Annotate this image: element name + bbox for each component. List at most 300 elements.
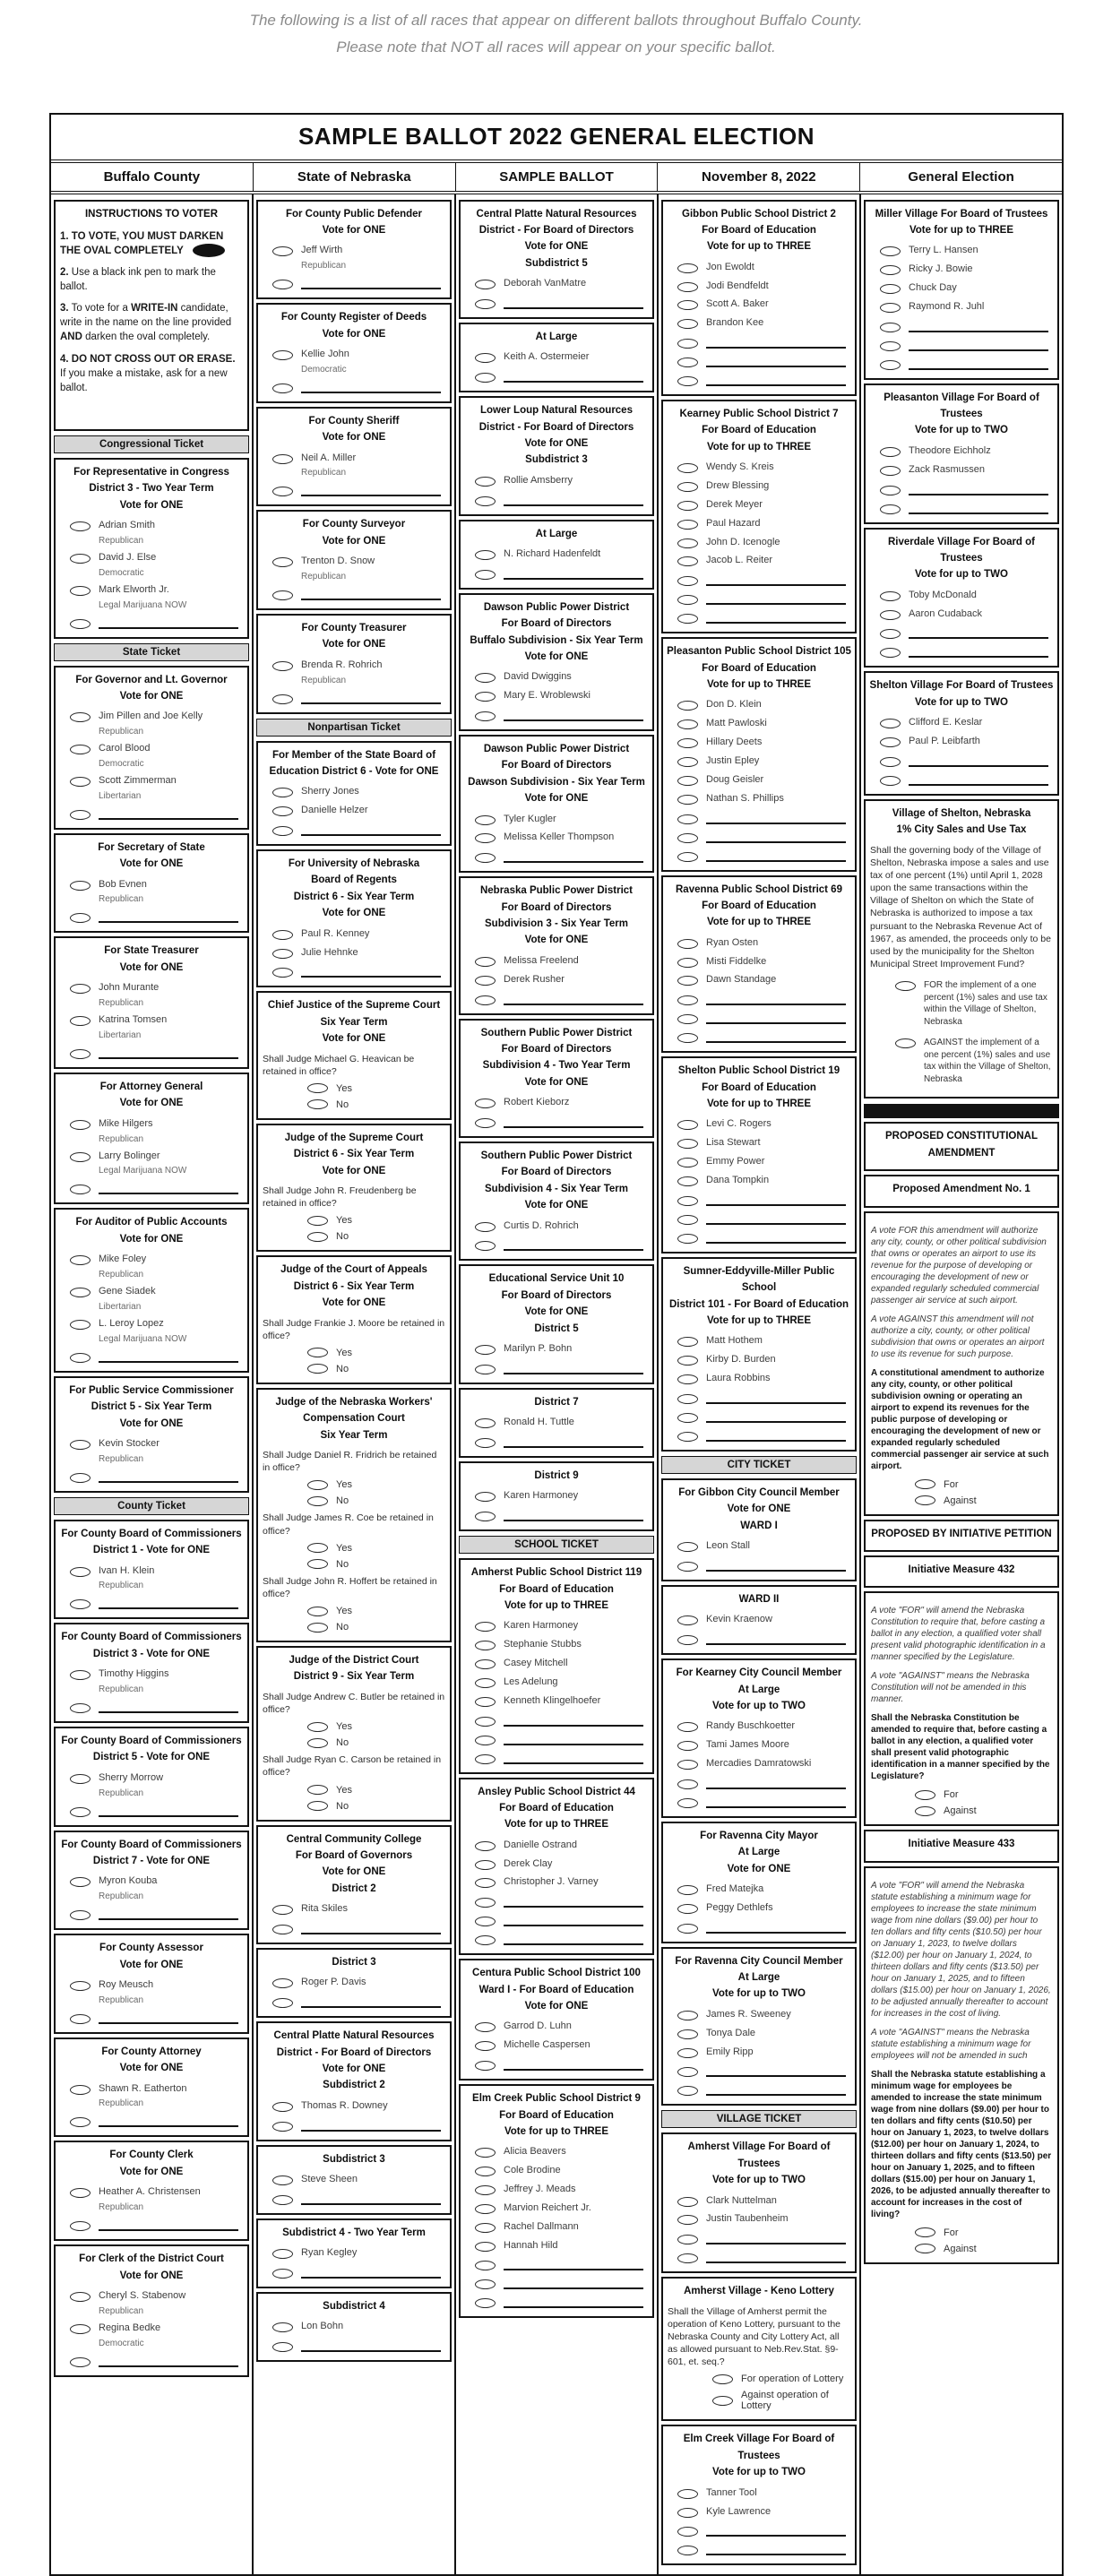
ballot-oval[interactable] (677, 2086, 698, 2096)
ballot-oval[interactable] (677, 1924, 698, 1934)
ballot-oval[interactable] (677, 1158, 698, 1167)
write-in-line[interactable] (706, 830, 846, 843)
ballot-oval[interactable] (475, 1659, 496, 1669)
ballot-oval[interactable] (475, 815, 496, 825)
write-in-line[interactable] (504, 1508, 643, 1521)
ballot-oval[interactable] (677, 501, 698, 511)
write-in-line[interactable] (99, 1907, 238, 1920)
write-in-line[interactable] (301, 2339, 441, 2352)
write-in-line[interactable] (301, 2118, 441, 2132)
ballot-oval[interactable] (880, 648, 901, 658)
ballot-oval[interactable] (880, 360, 901, 370)
ballot-oval[interactable] (880, 303, 901, 313)
ballot-oval[interactable] (70, 586, 91, 596)
write-in-line[interactable] (706, 1211, 846, 1225)
write-in-line[interactable] (504, 708, 643, 721)
ballot-oval[interactable] (272, 590, 293, 600)
write-in-line[interactable] (99, 2354, 238, 2367)
ballot-oval[interactable] (272, 2122, 293, 2132)
ballot-oval[interactable] (272, 280, 293, 289)
ballot-oval[interactable] (70, 1440, 91, 1450)
ballot-oval[interactable] (677, 2215, 698, 2225)
ballot-oval[interactable] (677, 1615, 698, 1625)
ballot-oval[interactable] (677, 2011, 698, 2020)
write-in-line[interactable] (99, 1700, 238, 1713)
write-in-line[interactable] (504, 2276, 643, 2289)
ballot-oval[interactable] (677, 1176, 698, 1186)
write-in-line[interactable] (99, 2218, 238, 2231)
ballot-oval[interactable] (475, 1898, 496, 1908)
ballot-oval[interactable] (475, 2279, 496, 2289)
ballot-oval[interactable] (677, 795, 698, 805)
ballot-oval[interactable] (307, 1607, 328, 1616)
write-in-line[interactable] (706, 1920, 846, 1934)
ballot-oval[interactable] (880, 610, 901, 620)
ballot-oval[interactable] (475, 353, 496, 363)
ballot-oval[interactable] (677, 1120, 698, 1130)
ballot-oval[interactable] (70, 2085, 91, 2095)
ballot-oval[interactable] (307, 1480, 328, 1490)
write-in-line[interactable] (706, 354, 846, 367)
ballot-oval[interactable] (70, 521, 91, 531)
ballot-oval[interactable] (272, 2175, 293, 2185)
ballot-oval[interactable] (475, 496, 496, 506)
ballot-oval[interactable] (272, 806, 293, 816)
write-in-line[interactable] (99, 806, 238, 820)
ballot-oval[interactable] (307, 1496, 328, 1506)
ballot-oval[interactable] (475, 1622, 496, 1632)
ballot-oval[interactable] (880, 447, 901, 457)
ballot-oval[interactable] (880, 719, 901, 728)
ballot-oval[interactable] (475, 2261, 496, 2270)
ballot-oval[interactable] (272, 246, 293, 256)
ballot-oval[interactable] (677, 482, 698, 492)
ballot-oval[interactable] (70, 881, 91, 891)
ballot-oval[interactable] (272, 2102, 293, 2112)
write-in-line[interactable] (99, 1804, 238, 1817)
ballot-oval[interactable] (70, 1185, 91, 1194)
ballot-oval[interactable] (475, 692, 496, 702)
ballot-oval[interactable] (677, 1722, 698, 1732)
ballot-oval[interactable] (475, 2061, 496, 2071)
write-in-line[interactable] (504, 1932, 643, 1945)
ballot-oval[interactable] (70, 1599, 91, 1609)
ballot-oval[interactable] (307, 1216, 328, 1226)
ballot-oval[interactable] (307, 1543, 328, 1553)
ballot-oval[interactable] (677, 2067, 698, 2077)
ballot-oval[interactable] (475, 2223, 496, 2233)
ballot-oval[interactable] (677, 1014, 698, 1024)
ballot-oval[interactable] (70, 1877, 91, 1887)
ballot-oval[interactable] (70, 2324, 91, 2334)
ballot-oval[interactable] (880, 757, 901, 767)
write-in-line[interactable] (99, 1349, 238, 1363)
ballot-oval[interactable] (70, 2188, 91, 2198)
ballot-oval[interactable] (475, 1754, 496, 1764)
ballot-oval[interactable] (475, 570, 496, 580)
ballot-oval[interactable] (272, 1925, 293, 1934)
ballot-oval[interactable] (272, 1905, 293, 1915)
write-in-line[interactable] (504, 369, 643, 383)
ballot-oval[interactable] (272, 949, 293, 959)
ballot-oval[interactable] (70, 810, 91, 820)
ballot-oval[interactable] (475, 2185, 496, 2195)
ballot-oval[interactable] (272, 383, 293, 393)
ballot-oval[interactable] (880, 323, 901, 332)
ballot-oval[interactable] (677, 1413, 698, 1423)
ballot-oval[interactable] (475, 711, 496, 721)
ballot-oval[interactable] (677, 1234, 698, 1244)
ballot-oval[interactable] (307, 1083, 328, 1093)
ballot-oval[interactable] (272, 968, 293, 978)
write-in-line[interactable] (301, 587, 441, 600)
ballot-oval[interactable] (677, 1139, 698, 1149)
ballot-oval[interactable] (677, 1356, 698, 1366)
ballot-oval[interactable] (880, 246, 901, 256)
ballot-oval[interactable] (70, 1981, 91, 1991)
write-in-line[interactable] (504, 1913, 643, 1926)
ballot-oval[interactable] (915, 1495, 935, 1505)
ballot-oval[interactable] (677, 2029, 698, 2039)
write-in-line[interactable] (706, 1795, 846, 1808)
ballot-oval[interactable] (677, 1432, 698, 1442)
ballot-oval[interactable] (677, 1394, 698, 1404)
ballot-oval[interactable] (70, 2117, 91, 2127)
ballot-oval[interactable] (475, 280, 496, 289)
ballot-oval[interactable] (475, 1241, 496, 1251)
write-in-line[interactable] (504, 493, 643, 506)
ballot-oval[interactable] (307, 1801, 328, 1811)
ballot-oval[interactable] (272, 1978, 293, 1988)
ballot-oval[interactable] (677, 614, 698, 624)
write-in-line[interactable] (706, 1193, 846, 1206)
write-in-line[interactable] (99, 2011, 238, 2024)
write-in-line[interactable] (504, 1751, 643, 1764)
ballot-oval[interactable] (677, 300, 698, 310)
ballot-oval[interactable] (677, 1904, 698, 1914)
write-in-line[interactable] (504, 1115, 643, 1128)
ballot-oval[interactable] (272, 2249, 293, 2259)
ballot-oval[interactable] (272, 826, 293, 836)
ballot-oval[interactable] (70, 1255, 91, 1265)
write-in-line[interactable] (504, 992, 643, 1005)
ballot-oval[interactable] (475, 1860, 496, 1870)
ballot-oval[interactable] (475, 833, 496, 843)
write-in-line[interactable] (909, 482, 1048, 495)
ballot-oval[interactable] (677, 1374, 698, 1384)
write-in-line[interactable] (706, 811, 846, 824)
ballot-oval[interactable] (475, 995, 496, 1005)
write-in-line[interactable] (99, 1596, 238, 1609)
write-in-line[interactable] (706, 2523, 846, 2537)
ballot-oval[interactable] (272, 454, 293, 464)
ballot-oval[interactable] (307, 1232, 328, 1242)
ballot-oval[interactable] (475, 673, 496, 683)
ballot-oval[interactable] (272, 2342, 293, 2352)
ballot-oval[interactable] (475, 1641, 496, 1650)
write-in-line[interactable] (504, 1713, 643, 1727)
ballot-oval[interactable] (677, 1779, 698, 1789)
write-in-line[interactable] (504, 2257, 643, 2270)
write-in-line[interactable] (99, 616, 238, 629)
write-in-line[interactable] (706, 1558, 846, 1572)
ballot-oval[interactable] (915, 2244, 935, 2253)
write-in-line[interactable] (909, 501, 1048, 514)
ballot-oval[interactable] (70, 745, 91, 754)
ballot-oval[interactable] (677, 1033, 698, 1043)
ballot-oval[interactable] (70, 2221, 91, 2231)
ballot-oval[interactable] (70, 1152, 91, 1162)
write-in-line[interactable] (706, 1391, 846, 1404)
ballot-oval[interactable] (677, 738, 698, 748)
ballot-oval[interactable] (475, 2242, 496, 2252)
ballot-oval[interactable] (272, 661, 293, 671)
ballot-oval[interactable] (880, 466, 901, 476)
ballot-oval[interactable] (475, 1697, 496, 1707)
ballot-oval[interactable] (307, 1738, 328, 1748)
ballot-oval[interactable] (880, 737, 901, 747)
write-in-line[interactable] (706, 1409, 846, 1423)
ballot-oval[interactable] (475, 1917, 496, 1926)
write-in-line[interactable] (706, 1776, 846, 1789)
write-in-line[interactable] (301, 2192, 441, 2205)
ballot-oval[interactable] (880, 284, 901, 294)
ballot-oval[interactable] (475, 1841, 496, 1851)
ballot-oval[interactable] (475, 550, 496, 560)
ballot-oval[interactable] (915, 2227, 935, 2237)
ballot-oval[interactable] (475, 1678, 496, 1688)
ballot-oval[interactable] (475, 1717, 496, 1727)
ballot-oval[interactable] (677, 814, 698, 824)
write-in-line[interactable] (706, 2231, 846, 2244)
write-in-line[interactable] (909, 319, 1048, 332)
ballot-oval[interactable] (475, 2022, 496, 2032)
ballot-oval[interactable] (677, 1635, 698, 1645)
ballot-oval[interactable] (475, 1492, 496, 1502)
ballot-oval[interactable] (475, 1512, 496, 1521)
ballot-oval[interactable] (272, 694, 293, 704)
ballot-oval[interactable] (677, 376, 698, 386)
ballot-oval[interactable] (70, 712, 91, 722)
write-in-line[interactable] (301, 380, 441, 393)
write-in-line[interactable] (706, 2063, 846, 2077)
ballot-oval[interactable] (677, 282, 698, 292)
write-in-line[interactable] (504, 1237, 643, 1251)
ballot-oval[interactable] (677, 701, 698, 711)
ballot-oval[interactable] (677, 2253, 698, 2263)
ballot-oval[interactable] (272, 557, 293, 567)
ballot-oval[interactable] (70, 1049, 91, 1059)
ballot-oval[interactable] (677, 1215, 698, 1225)
ballot-oval[interactable] (677, 319, 698, 329)
write-in-line[interactable] (706, 573, 846, 586)
ballot-oval[interactable] (895, 1038, 916, 1048)
ballot-oval[interactable] (880, 629, 901, 639)
write-in-line[interactable] (909, 625, 1048, 639)
ballot-oval[interactable] (70, 1703, 91, 1713)
ballot-oval[interactable] (272, 788, 293, 797)
ballot-oval[interactable] (880, 504, 901, 514)
write-in-line[interactable] (706, 1011, 846, 1024)
write-in-line[interactable] (504, 849, 643, 863)
ballot-oval[interactable] (70, 1774, 91, 1784)
write-in-line[interactable] (706, 1428, 846, 1442)
write-in-line[interactable] (504, 2295, 643, 2308)
ballot-oval[interactable] (475, 477, 496, 487)
write-in-line[interactable] (706, 2082, 846, 2096)
write-in-line[interactable] (301, 2265, 441, 2279)
write-in-line[interactable] (706, 2250, 846, 2263)
write-in-line[interactable] (301, 483, 441, 496)
ballot-oval[interactable] (475, 2167, 496, 2176)
ballot-oval[interactable] (677, 2197, 698, 2207)
ballot-oval[interactable] (70, 1120, 91, 1130)
ballot-oval[interactable] (307, 1623, 328, 1633)
ballot-oval[interactable] (475, 1345, 496, 1355)
ballot-oval[interactable] (475, 1438, 496, 1448)
ballot-oval[interactable] (307, 1722, 328, 1732)
ballot-oval[interactable] (475, 2298, 496, 2308)
ballot-oval[interactable] (475, 1222, 496, 1232)
ballot-oval[interactable] (677, 1885, 698, 1895)
ballot-oval[interactable] (677, 719, 698, 729)
write-in-line[interactable] (504, 1361, 643, 1374)
ballot-oval[interactable] (70, 619, 91, 629)
ballot-oval[interactable] (70, 1016, 91, 1026)
write-in-line[interactable] (706, 1030, 846, 1043)
ballot-oval[interactable] (475, 1098, 496, 1108)
ballot-oval[interactable] (677, 2489, 698, 2499)
ballot-oval[interactable] (677, 2527, 698, 2537)
ballot-oval[interactable] (677, 852, 698, 862)
write-in-line[interactable] (909, 338, 1048, 351)
ballot-oval[interactable] (677, 995, 698, 1005)
ballot-oval[interactable] (475, 1878, 496, 1888)
ballot-oval[interactable] (70, 777, 91, 787)
ballot-oval[interactable] (272, 930, 293, 940)
ballot-oval[interactable] (475, 2204, 496, 2214)
ballot-oval[interactable] (475, 1365, 496, 1374)
ballot-oval[interactable] (475, 2041, 496, 2051)
ballot-oval[interactable] (475, 373, 496, 383)
ballot-oval[interactable] (70, 1807, 91, 1817)
ballot-oval[interactable] (677, 1798, 698, 1808)
ballot-oval[interactable] (677, 976, 698, 986)
write-in-line[interactable] (99, 909, 238, 923)
write-in-line[interactable] (504, 296, 643, 309)
ballot-oval[interactable] (70, 984, 91, 994)
write-in-line[interactable] (99, 1469, 238, 1483)
ballot-oval[interactable] (307, 1559, 328, 1569)
ballot-oval[interactable] (475, 976, 496, 986)
ballot-oval[interactable] (475, 1118, 496, 1128)
ballot-oval[interactable] (475, 299, 496, 309)
ballot-oval[interactable] (677, 576, 698, 586)
write-in-line[interactable] (99, 2114, 238, 2127)
ballot-oval[interactable] (272, 2195, 293, 2205)
write-in-line[interactable] (706, 992, 846, 1005)
ballot-oval[interactable] (677, 1337, 698, 1347)
ballot-oval[interactable] (272, 1998, 293, 2008)
ballot-oval[interactable] (475, 853, 496, 863)
write-in-line[interactable] (301, 1921, 441, 1934)
ballot-oval[interactable] (70, 1670, 91, 1680)
write-in-line[interactable] (504, 2057, 643, 2071)
write-in-line[interactable] (301, 823, 441, 836)
ballot-oval[interactable] (677, 556, 698, 566)
write-in-line[interactable] (909, 772, 1048, 786)
ballot-oval[interactable] (272, 2322, 293, 2332)
ballot-oval[interactable] (677, 776, 698, 786)
write-in-line[interactable] (706, 2542, 846, 2555)
write-in-line[interactable] (504, 1894, 643, 1908)
ballot-oval[interactable] (880, 341, 901, 351)
ballot-oval[interactable] (70, 1353, 91, 1363)
ballot-oval[interactable] (677, 1196, 698, 1206)
ballot-oval[interactable] (677, 1562, 698, 1572)
ballot-oval[interactable] (677, 358, 698, 367)
ballot-oval[interactable] (677, 595, 698, 605)
write-in-line[interactable] (706, 591, 846, 605)
ballot-oval[interactable] (307, 1348, 328, 1357)
ballot-oval[interactable] (677, 833, 698, 843)
ballot-oval[interactable] (677, 2048, 698, 2058)
ballot-oval[interactable] (70, 2014, 91, 2024)
ballot-oval[interactable] (70, 913, 91, 923)
write-in-line[interactable] (706, 373, 846, 386)
ballot-oval[interactable] (677, 2235, 698, 2244)
ballot-oval[interactable] (70, 1473, 91, 1483)
write-in-line[interactable] (99, 1181, 238, 1194)
ballot-oval[interactable] (475, 1736, 496, 1745)
write-in-line[interactable] (706, 335, 846, 349)
write-in-line[interactable] (504, 1434, 643, 1448)
ballot-oval[interactable] (677, 1741, 698, 1751)
ballot-oval[interactable] (272, 487, 293, 496)
ballot-oval[interactable] (70, 1288, 91, 1297)
ballot-oval[interactable] (677, 757, 698, 767)
ballot-oval[interactable] (712, 2374, 733, 2384)
write-in-line[interactable] (909, 644, 1048, 658)
ballot-oval[interactable] (677, 958, 698, 968)
write-in-line[interactable] (301, 276, 441, 289)
write-in-line[interactable] (504, 1732, 643, 1745)
ballot-oval[interactable] (915, 1790, 935, 1800)
ballot-oval[interactable] (895, 981, 916, 991)
ballot-oval[interactable] (70, 1567, 91, 1577)
ballot-oval[interactable] (880, 486, 901, 495)
ballot-oval[interactable] (272, 2269, 293, 2279)
ballot-oval[interactable] (677, 1760, 698, 1770)
ballot-oval[interactable] (70, 554, 91, 564)
ballot-oval[interactable] (475, 1418, 496, 1428)
ballot-oval[interactable] (307, 1785, 328, 1795)
write-in-line[interactable] (909, 754, 1048, 767)
write-in-line[interactable] (504, 566, 643, 580)
ballot-oval[interactable] (880, 265, 901, 275)
ballot-oval[interactable] (677, 939, 698, 949)
ballot-oval[interactable] (475, 2148, 496, 2158)
write-in-line[interactable] (706, 849, 846, 862)
ballot-oval[interactable] (880, 591, 901, 601)
write-in-line[interactable] (301, 1994, 441, 2008)
ballot-oval[interactable] (915, 1806, 935, 1816)
write-in-line[interactable] (301, 691, 441, 704)
ballot-oval[interactable] (712, 2396, 733, 2406)
write-in-line[interactable] (706, 610, 846, 624)
ballot-oval[interactable] (272, 350, 293, 360)
ballot-oval[interactable] (880, 776, 901, 786)
